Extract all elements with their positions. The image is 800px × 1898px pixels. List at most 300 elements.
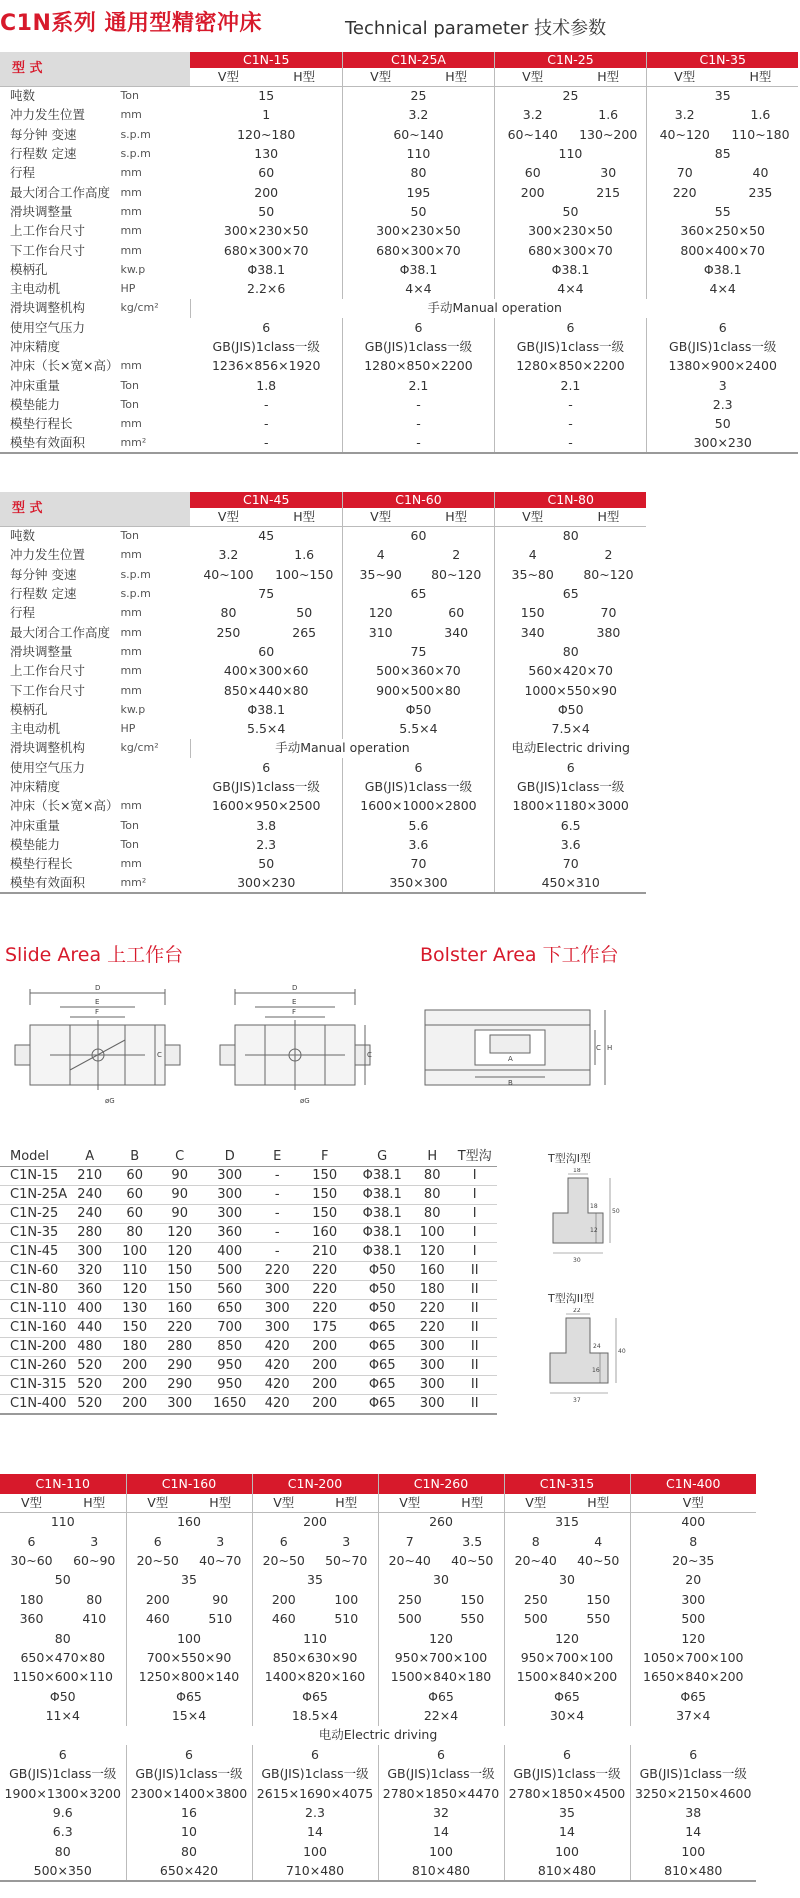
spec-cell: 400×300×60 <box>223 663 309 679</box>
spec-row <box>0 681 646 700</box>
spec-cell: 1280×850×2200 <box>342 357 494 376</box>
spec-cell: - <box>342 395 494 414</box>
spec-cell: 30~60 <box>10 1552 53 1568</box>
dim-row <box>0 1357 497 1376</box>
spec-cell: 100 <box>334 1591 359 1607</box>
spec-cell: 60 <box>258 643 275 659</box>
param-unit: mm <box>120 108 142 122</box>
param-label: 模垫能力 <box>10 836 61 852</box>
spec-cell: Φ50 <box>494 700 646 719</box>
model-label: 型 式 <box>0 52 190 87</box>
spec-cell: 5.6 <box>342 816 494 835</box>
param-unit: s.p.m <box>120 587 151 601</box>
param-label: 行程数 定速 <box>10 586 77 602</box>
spec-table-3-wrap <box>0 1474 756 1882</box>
spec-cell: 手动Manual operation <box>190 299 798 318</box>
tslot2-label: T型沟II型 <box>548 1292 595 1305</box>
dim-cell: 300 <box>202 1186 257 1205</box>
spec-cell: 1236×856×1920 <box>211 358 321 374</box>
spec-row <box>0 299 798 318</box>
spec-cell: 1900×1300×3200 <box>4 1785 121 1801</box>
dim-cell: Φ50 <box>352 1300 412 1319</box>
spec-cell: 200 <box>254 184 279 200</box>
spec-cell: 4 <box>494 546 570 565</box>
dim-cell: 150 <box>297 1205 352 1224</box>
param-label: 冲床重量 <box>10 817 61 833</box>
spec-cell: 120~180 <box>237 126 296 142</box>
spec-cell: 20~50 <box>126 1551 189 1570</box>
spec-cell: 3.8 <box>256 817 277 833</box>
spec-table-2 <box>0 492 646 894</box>
dim-cell: 400 <box>202 1243 257 1262</box>
h-type-label: H型 <box>567 1494 630 1513</box>
dim-cell: 90 <box>157 1205 202 1224</box>
bolster-area-title: Bolster Area 下工作台 <box>420 944 619 966</box>
dim-cell: Φ50 <box>352 1281 412 1300</box>
dim-cell: 180 <box>112 1338 157 1357</box>
dim-header: T型沟 <box>452 1148 497 1167</box>
param-label: 行程 <box>10 605 36 621</box>
spec-cell: 650×420 <box>126 1862 252 1881</box>
param-unit: mm² <box>118 434 190 453</box>
spec-cell: 680×300×70 <box>342 241 494 260</box>
dim-row <box>0 1167 497 1186</box>
slide-area-diagram <box>10 975 380 1115</box>
page-subtitle: Technical parameter 技术参数 <box>345 18 607 39</box>
spec-cell: 75 <box>342 642 494 661</box>
spec-cell: 950×700×100 <box>378 1648 504 1667</box>
spec-cell: Φ65 <box>504 1687 630 1706</box>
spec-cell: 710×480 <box>252 1862 378 1881</box>
spec-cell: 20~50 <box>252 1551 315 1570</box>
dim-cell: 180 <box>412 1281 452 1300</box>
spec-row <box>0 565 646 584</box>
spec-cell: 110 <box>494 144 646 163</box>
spec-cell: 250 <box>378 1590 441 1609</box>
tslot1-dim-1: 18 <box>590 1203 598 1210</box>
param-label: 行程 <box>10 165 36 181</box>
spec-cell: 30 <box>378 1571 504 1590</box>
param-unit: mm <box>120 224 142 238</box>
dim-cell: 60 <box>112 1205 157 1224</box>
dim-cell: 420 <box>257 1395 297 1415</box>
dim-cell: 300 <box>202 1167 257 1186</box>
spec-cell: 150 <box>494 604 570 623</box>
spec-cell: 680×300×70 <box>223 242 309 258</box>
dim-cell: 520 <box>67 1376 112 1395</box>
param-unit: Ton <box>120 818 140 832</box>
spec-cell: 500×360×70 <box>342 662 494 681</box>
dim-cell: 850 <box>202 1338 257 1357</box>
spec-row <box>0 1590 756 1609</box>
dim-cell: II <box>452 1338 497 1357</box>
param-label: 滑块调整机构 <box>10 300 86 316</box>
spec-row <box>0 1784 756 1803</box>
spec-cell: 1 <box>262 107 271 123</box>
param-unit: Ton <box>120 397 140 411</box>
dim-cell: 60 <box>112 1186 157 1205</box>
diagram-label-f1: F <box>95 1008 100 1016</box>
dim-cell: C1N-15 <box>0 1167 67 1186</box>
bolster-label-a: A <box>508 1055 513 1063</box>
param-unit: Ton <box>120 378 140 392</box>
spec-cell: 7.5×4 <box>494 719 646 738</box>
model-header: C1N-80 <box>494 492 646 508</box>
spec-cell: 85 <box>646 144 798 163</box>
param-label: 滑块调整量 <box>10 643 73 659</box>
h-type-label: H型 <box>189 1494 252 1513</box>
v-type-label: V型 <box>190 68 266 87</box>
spec-cell: Φ38.1 <box>342 260 494 279</box>
model-header: C1N-15 <box>190 52 342 68</box>
spec-row <box>0 222 798 241</box>
dim-cell: 300 <box>412 1357 452 1376</box>
spec-row <box>0 1513 756 1532</box>
spec-cell: GB(JIS)1class一级 <box>342 777 494 796</box>
spec-cell: 100 <box>126 1629 252 1648</box>
dim-cell: C1N-260 <box>0 1357 67 1376</box>
spec-cell: - <box>494 434 646 453</box>
param-unit: mm <box>120 548 142 562</box>
dim-cell: 200 <box>112 1376 157 1395</box>
bolster-label-b: B <box>508 1079 513 1087</box>
spec-cell: GB(JIS)1class一级 <box>504 1765 630 1784</box>
spec-cell: 500 <box>504 1609 567 1628</box>
model-header: C1N-200 <box>252 1474 378 1494</box>
spec-cell: 20 <box>630 1571 756 1590</box>
param-label: 每分钟 变速 <box>10 566 77 582</box>
spec-cell: 6 <box>27 1533 36 1549</box>
spec-cell: 460 <box>252 1609 315 1628</box>
spec-cell: 100 <box>378 1842 504 1861</box>
spec-row <box>0 1803 756 1822</box>
spec-cell: 110~180 <box>731 126 790 142</box>
spec-cell: GB(JIS)1class一级 <box>494 777 646 796</box>
dim-cell: 950 <box>202 1357 257 1376</box>
v-type-label: V型 <box>342 508 418 527</box>
spec-cell: 14 <box>504 1823 630 1842</box>
spec-cell: 5.5×4 <box>342 719 494 738</box>
spec-cell: 50 <box>296 605 313 621</box>
spec-cell: 2.3 <box>252 1803 378 1822</box>
dim-row <box>0 1338 497 1357</box>
spec-cell: Φ38.1 <box>646 260 798 279</box>
dim-cell: 280 <box>67 1224 112 1243</box>
dim-cell: II <box>452 1395 497 1415</box>
spec-cell: 180 <box>19 1591 44 1607</box>
spec-cell: 38 <box>630 1803 756 1822</box>
param-label: 每分钟 变速 <box>10 126 77 142</box>
spec-cell: 2.2×6 <box>247 281 286 297</box>
h-type-label: H型 <box>315 1494 378 1513</box>
dim-cell: 200 <box>297 1376 352 1395</box>
spec-cell: 810×480 <box>504 1862 630 1881</box>
dim-cell: 1650 <box>202 1395 257 1415</box>
dim-cell: 440 <box>67 1319 112 1338</box>
spec-cell: 500 <box>378 1609 441 1628</box>
spec-cell: 500×350 <box>0 1862 126 1881</box>
spec-row <box>0 106 798 125</box>
spec-cell: GB(JIS)1class一级 <box>9 1766 117 1782</box>
dim-header: C <box>157 1148 202 1167</box>
param-label: 行程数 定速 <box>10 146 77 162</box>
spec-cell: 100 <box>630 1842 756 1861</box>
spec-cell: 8 <box>504 1532 567 1551</box>
spec-cell: 300×230×50 <box>342 222 494 241</box>
spec-cell: 260 <box>378 1513 504 1532</box>
spec-cell: 120 <box>342 604 418 623</box>
spec-cell: Φ38.1 <box>247 701 286 717</box>
model-header: C1N-260 <box>378 1474 504 1494</box>
spec-cell: 8 <box>630 1532 756 1551</box>
spec-cell: 150 <box>460 1591 485 1607</box>
dim-row <box>0 1395 497 1415</box>
spec-cell: 6.5 <box>494 816 646 835</box>
dim-cell: Φ50 <box>352 1262 412 1281</box>
spec-cell: - <box>190 434 342 453</box>
spec-cell: 680×300×70 <box>494 241 646 260</box>
spec-cell: 40~120 <box>646 125 722 144</box>
h-type-label: H型 <box>570 508 646 527</box>
param-unit: mm <box>120 243 142 257</box>
spec-cell: 1380×900×2400 <box>646 357 798 376</box>
spec-cell: 电动Electric driving <box>318 1727 438 1743</box>
tslot2-dim-0: 22 <box>573 1308 581 1314</box>
dim-cell: 150 <box>297 1167 352 1186</box>
diagram-label-g1: øG <box>105 1097 115 1105</box>
spec-row <box>0 1687 756 1706</box>
spec-cell: 1.6 <box>598 107 619 123</box>
spec-cell: Φ50 <box>342 700 494 719</box>
page-title: C1N系列 通用型精密冲床 <box>0 11 263 36</box>
dim-cell: 120 <box>157 1243 202 1262</box>
spec-cell: 50~70 <box>325 1552 368 1568</box>
dim-cell: 100 <box>412 1224 452 1243</box>
dimension-table <box>0 1148 497 1415</box>
spec-row <box>0 260 798 279</box>
spec-cell: 1.8 <box>256 377 277 393</box>
spec-row <box>0 584 646 603</box>
spec-row <box>0 164 798 183</box>
spec-row <box>0 125 798 144</box>
dim-cell: 150 <box>112 1319 157 1338</box>
param-unit: mm² <box>118 874 190 893</box>
spec-cell: 3.2 <box>646 106 722 125</box>
spec-cell: 50 <box>258 856 275 872</box>
spec-cell: 3250×2150×4600 <box>630 1784 756 1803</box>
spec-cell: 75 <box>258 586 275 602</box>
spec-cell: GB(JIS)1class一级 <box>646 337 798 356</box>
h-type-label: H型 <box>418 508 494 527</box>
spec-cell: GB(JIS)1class一级 <box>378 1765 504 1784</box>
dim-cell: Φ38.1 <box>352 1186 412 1205</box>
dim-header: G <box>352 1148 412 1167</box>
param-unit: HP <box>120 722 136 736</box>
dim-cell: 200 <box>297 1395 352 1415</box>
dim-cell: 120 <box>412 1243 452 1262</box>
spec-cell: 30×4 <box>504 1706 630 1725</box>
spec-cell: 1600×950×2500 <box>211 798 321 814</box>
spec-cell: 310 <box>342 623 418 642</box>
spec-cell: 1.6 <box>750 107 771 123</box>
dim-cell: 290 <box>157 1357 202 1376</box>
spec-cell: 2780×1850×4470 <box>378 1784 504 1803</box>
spec-table-1-wrap <box>0 52 798 454</box>
dim-cell: 280 <box>157 1338 202 1357</box>
spec-cell: 220 <box>646 183 722 202</box>
spec-row <box>0 700 646 719</box>
model-header: C1N-400 <box>630 1474 756 1494</box>
spec-table-3 <box>0 1474 756 1882</box>
param-unit: mm <box>120 644 142 658</box>
dim-cell: 210 <box>297 1243 352 1262</box>
dim-cell: 60 <box>112 1167 157 1186</box>
spec-row <box>0 395 798 414</box>
h-type-label: H型 <box>266 68 342 87</box>
dim-cell: II <box>452 1319 497 1338</box>
spec-cell: 450×310 <box>494 874 646 893</box>
dim-cell: 360 <box>67 1281 112 1300</box>
spec-cell: 4 <box>342 546 418 565</box>
slide-area-title: Slide Area 上工作台 <box>5 944 184 966</box>
spec-cell: 6 <box>58 1746 67 1762</box>
spec-cell: 950×700×100 <box>504 1648 630 1667</box>
spec-cell: 510 <box>334 1611 359 1627</box>
spec-cell: 110 <box>342 144 494 163</box>
spec-cell: 6.3 <box>52 1824 73 1840</box>
param-unit: s.p.m <box>120 147 151 161</box>
diagram-label-f2: F <box>292 1008 297 1016</box>
spec-cell: 3 <box>646 376 798 395</box>
dim-cell: C1N-35 <box>0 1224 67 1243</box>
model-header: C1N-45 <box>190 492 342 508</box>
tslot1-dim-4: 30 <box>573 1257 581 1264</box>
spec-cell: 1050×700×100 <box>630 1648 756 1667</box>
spec-cell: 14 <box>252 1823 378 1842</box>
param-unit: s.p.m <box>120 127 151 141</box>
spec-row <box>0 1862 756 1881</box>
bolster-label-c: C <box>596 1044 601 1052</box>
param-unit <box>118 337 190 356</box>
spec-cell: 20~40 <box>504 1551 567 1570</box>
spec-cell: 3.2 <box>342 106 494 125</box>
param-label: 主电动机 <box>10 721 61 737</box>
v-type-label: V型 <box>126 1494 189 1513</box>
dim-cell: 320 <box>67 1262 112 1281</box>
dim-cell: I <box>452 1224 497 1243</box>
dim-cell: 150 <box>157 1281 202 1300</box>
param-label: 冲床精度 <box>10 339 61 354</box>
param-label: 冲床重量 <box>10 377 61 393</box>
param-label: 使用空气压力 <box>10 759 86 775</box>
spec-cell: 250 <box>504 1590 567 1609</box>
spec-cell: Φ65 <box>378 1687 504 1706</box>
spec-cell: 130~200 <box>579 126 638 142</box>
dim-cell: 220 <box>297 1262 352 1281</box>
param-label: 冲力发生位置 <box>10 107 86 123</box>
spec-cell: 300×230 <box>190 874 342 893</box>
spec-cell: 2615×1690×4075 <box>252 1784 378 1803</box>
spec-row <box>0 434 798 453</box>
spec-cell: 30 <box>600 165 617 181</box>
v-type-label: V型 <box>0 1494 63 1513</box>
spec-row <box>0 1842 756 1861</box>
spec-cell: 100 <box>504 1842 630 1861</box>
model-label: 型 式 <box>0 492 190 527</box>
dim-cell: 300 <box>412 1395 452 1415</box>
spec-cell: 800×400×70 <box>646 241 798 260</box>
spec-cell: 340 <box>444 624 469 640</box>
spec-cell: 50 <box>258 203 275 219</box>
spec-cell: 50 <box>342 202 494 221</box>
dim-cell: - <box>257 1186 297 1205</box>
spec-row <box>0 1706 756 1725</box>
model-header: C1N-315 <box>504 1474 630 1494</box>
spec-cell: 850×630×90 <box>252 1648 378 1667</box>
model-header: C1N-25 <box>494 52 646 68</box>
dim-cell: 80 <box>412 1205 452 1224</box>
spec-row <box>0 415 798 434</box>
dim-cell: 240 <box>67 1205 112 1224</box>
spec-cell: 4 <box>594 1533 603 1549</box>
dim-cell: I <box>452 1243 497 1262</box>
spec-cell: 1650×840×200 <box>630 1668 756 1687</box>
dim-header: D <box>202 1148 257 1167</box>
dim-cell: 700 <box>202 1319 257 1338</box>
spec-cell: 2.1 <box>342 376 494 395</box>
dim-cell: 360 <box>202 1224 257 1243</box>
spec-table-2-wrap <box>0 492 646 894</box>
param-unit: mm <box>120 683 142 697</box>
spec-cell: 130 <box>254 146 279 162</box>
spec-row <box>0 376 798 395</box>
spec-cell: 14 <box>378 1823 504 1842</box>
spec-cell: 2 <box>452 547 461 563</box>
spec-row <box>0 1726 756 1745</box>
dim-header: B <box>112 1148 157 1167</box>
spec-row <box>0 719 646 738</box>
spec-cell: 32 <box>378 1803 504 1822</box>
v-type-label: V型 <box>630 1494 756 1513</box>
spec-row <box>0 1823 756 1842</box>
model-header: C1N-35 <box>646 52 798 68</box>
v-type-label: V型 <box>494 508 570 527</box>
spec-cell: 6 <box>252 1532 315 1551</box>
dim-cell: 80 <box>412 1167 452 1186</box>
spec-cell: 160 <box>126 1513 252 1532</box>
model-header: C1N-60 <box>342 492 494 508</box>
spec-cell: 80 <box>126 1842 252 1861</box>
v-type-label: V型 <box>252 1494 315 1513</box>
spec-cell: GB(JIS)1class一级 <box>252 1765 378 1784</box>
dim-row <box>0 1319 497 1338</box>
spec-cell: Φ65 <box>252 1687 378 1706</box>
spec-row <box>0 797 646 816</box>
dim-cell: - <box>257 1167 297 1186</box>
spec-cell: 1250×800×140 <box>126 1668 252 1687</box>
dim-cell: 300 <box>157 1395 202 1415</box>
param-unit: kw.p <box>120 702 146 716</box>
dim-cell: C1N-25 <box>0 1205 67 1224</box>
dim-cell: C1N-400 <box>0 1395 67 1415</box>
spec-cell: 235 <box>748 184 773 200</box>
dim-cell: 520 <box>67 1357 112 1376</box>
spec-cell: 200 <box>494 183 570 202</box>
dim-cell: C1N-60 <box>0 1262 67 1281</box>
dim-cell: II <box>452 1281 497 1300</box>
model-header: C1N-160 <box>126 1474 252 1494</box>
h-type-label: H型 <box>266 508 342 527</box>
